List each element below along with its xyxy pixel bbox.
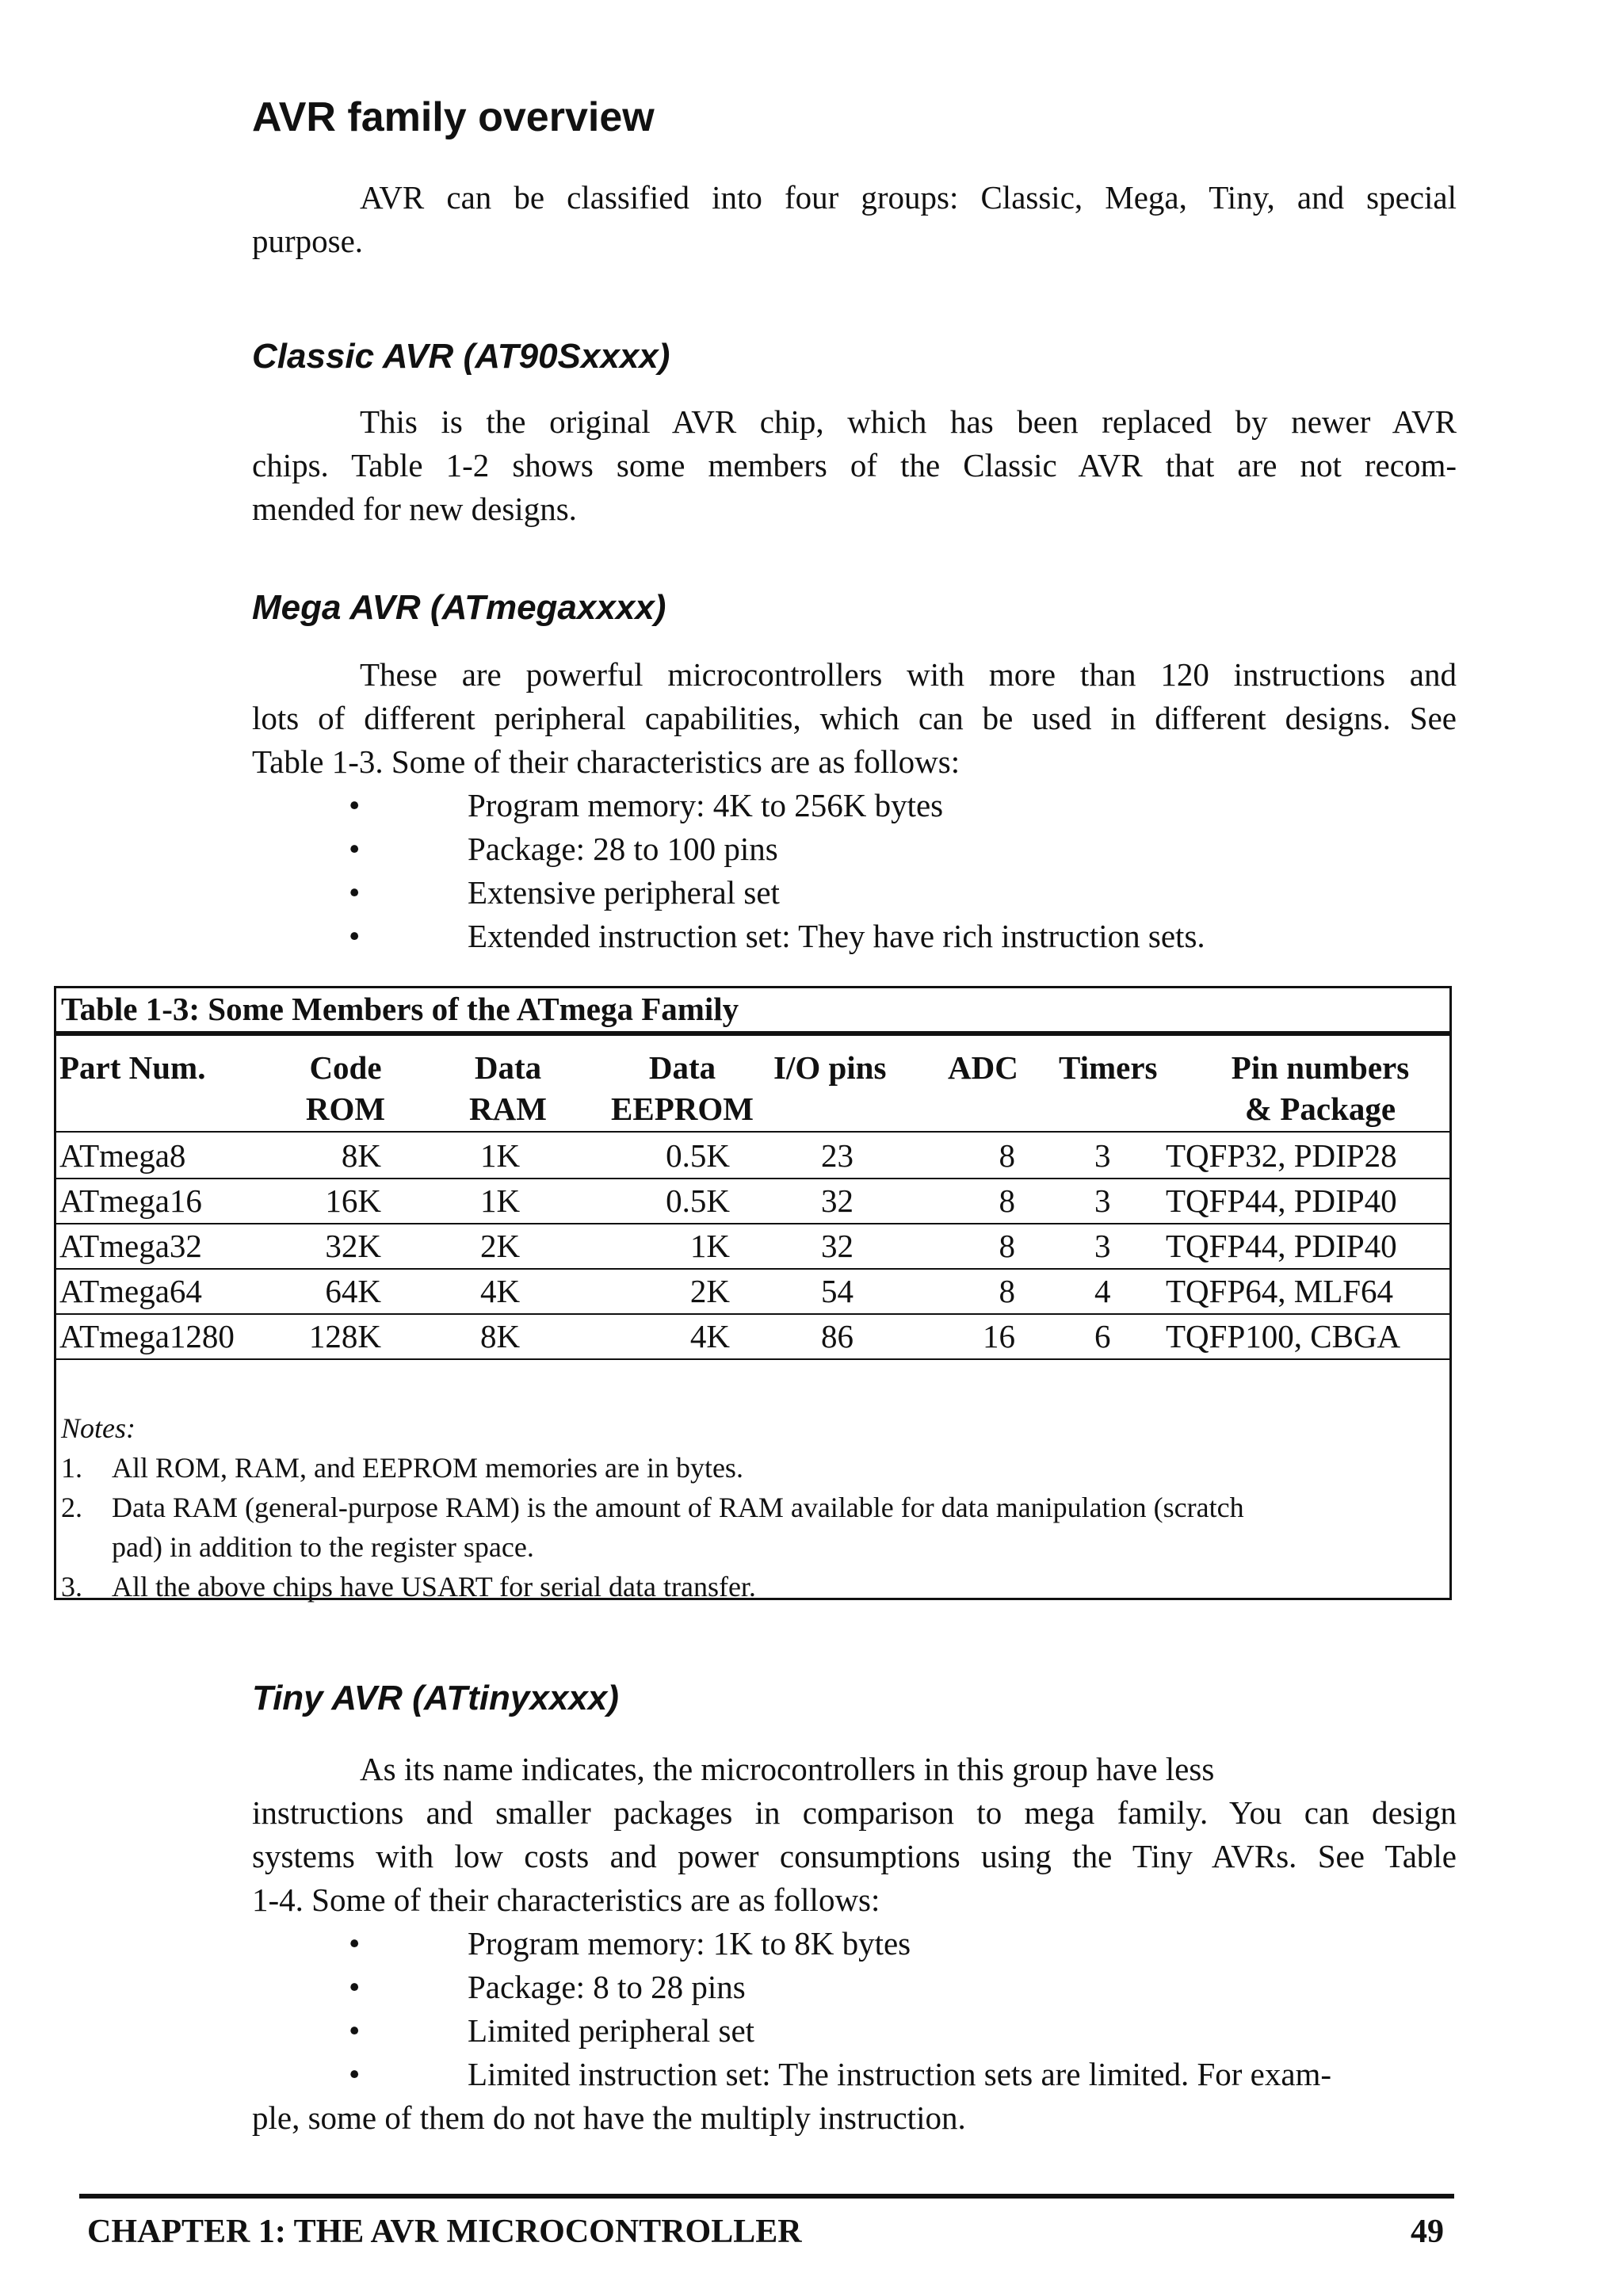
cell-part: ATmega8 xyxy=(59,1137,186,1174)
cell-adc: 16 xyxy=(983,1318,1015,1354)
cell-eeprom: 0.5K xyxy=(666,1182,730,1219)
intro-paragraph xyxy=(252,176,1457,263)
cell-eeprom: 2K xyxy=(689,1273,730,1309)
mega-line-3: Table 1-3. Some of their characteristics are as follows: xyxy=(252,743,960,780)
list-item: • Limited instruction set: The instruction sets are limited. For exam- xyxy=(252,2053,1457,2096)
mega-heading: Mega AVR (ATmegaxxxx) xyxy=(252,588,666,627)
cell-adc: 8 xyxy=(999,1228,1015,1264)
tiny-last-line xyxy=(252,2096,1457,2140)
cell-rom: 8K xyxy=(341,1137,381,1174)
tiny-line-2: instructions and smaller packages in comparison to mega family. You can design xyxy=(252,1794,1457,1831)
tiny-line-3: systems with low costs and power consumptions using the Tiny AVRs. See Table xyxy=(252,1838,1457,1874)
cell-io: 23 xyxy=(821,1137,854,1174)
cell-package: TQFP64, MLF64 xyxy=(1166,1273,1394,1309)
list-item: • Program memory: 1K to 8K bytes xyxy=(252,1922,1457,1966)
list-item: • Extensive peripheral set xyxy=(252,871,1457,915)
cell-rom: 16K xyxy=(325,1182,381,1219)
list-item: • Package: 28 to 100 pins xyxy=(252,827,1457,871)
note-3: 3. All the above chips have USART for serial data transfer. xyxy=(61,1571,756,1603)
cell-ram: 1K xyxy=(480,1137,521,1174)
cell-ram: 8K xyxy=(480,1318,521,1354)
header-data-eeprom: Data EEPROM xyxy=(611,1049,754,1127)
cell-timers: 4 xyxy=(1094,1273,1111,1309)
tiny-line-5: ple, some of them do not have the multiply instruction. xyxy=(252,2099,966,2136)
list-item: • Limited peripheral set xyxy=(252,2009,1457,2053)
table-header xyxy=(56,1047,1449,1133)
mega-line-2: lots of different peripheral capabilities, which can be used in different designs. See xyxy=(252,700,1457,736)
tiny-bullet-list xyxy=(252,1922,1457,2096)
bullet-icon: • xyxy=(349,1969,361,2005)
table-row xyxy=(56,1179,1449,1224)
cell-package: TQFP44, PDIP40 xyxy=(1166,1228,1397,1264)
cell-part: ATmega64 xyxy=(59,1273,202,1309)
table-row xyxy=(56,1315,1449,1360)
header-adc: ADC xyxy=(948,1049,1018,1086)
cell-package: TQFP100, CBGA xyxy=(1166,1318,1401,1354)
tiny-line-1: As its name indicates, the microcontrollers in this group have less xyxy=(360,1751,1215,1787)
tiny-paragraph xyxy=(252,1748,1457,1922)
classic-line-1: This is the original AVR chip, which has been replaced by newer AVR xyxy=(360,403,1457,440)
cell-ram: 1K xyxy=(480,1182,521,1219)
cell-timers: 6 xyxy=(1094,1318,1111,1354)
cell-part: ATmega32 xyxy=(59,1228,202,1264)
cell-adc: 8 xyxy=(999,1137,1015,1174)
table-row xyxy=(56,1224,1449,1270)
page-heading: AVR family overview xyxy=(252,94,655,140)
cell-timers: 3 xyxy=(1094,1228,1111,1264)
note-1: 1. All ROM, RAM, and EEPROM memories are in bytes. xyxy=(61,1452,743,1484)
cell-rom: 64K xyxy=(325,1273,381,1309)
cell-eeprom: 0.5K xyxy=(666,1137,730,1174)
cell-io: 54 xyxy=(821,1273,854,1309)
cell-io: 32 xyxy=(821,1182,854,1219)
header-pin-package: Pin numbers & Package xyxy=(1231,1049,1410,1127)
table-notes xyxy=(61,1408,1448,1606)
cell-io: 86 xyxy=(821,1318,854,1354)
header-io-pins: I/O pins xyxy=(773,1049,887,1086)
cell-eeprom: 1K xyxy=(689,1228,730,1264)
header-timers: Timers xyxy=(1059,1049,1158,1086)
tiny-heading: Tiny AVR (ATtinyxxxx) xyxy=(252,1679,619,1717)
cell-part: ATmega1280 xyxy=(59,1318,235,1354)
table-caption: Table 1-3: Some Members of the ATmega Family xyxy=(61,991,739,1027)
bullet-icon: • xyxy=(349,831,361,867)
table-row xyxy=(56,1134,1449,1179)
classic-heading: Classic AVR (AT90Sxxxx) xyxy=(252,337,670,376)
cell-part: ATmega16 xyxy=(59,1182,202,1219)
page-number: 49 xyxy=(1411,2214,1444,2250)
footer-divider xyxy=(79,2194,1454,2199)
cell-adc: 8 xyxy=(999,1273,1015,1309)
header-divider xyxy=(56,1131,1449,1133)
mega-bullet-list xyxy=(252,784,1457,958)
list-item: • Package: 8 to 28 pins xyxy=(252,1966,1457,2009)
cell-eeprom: 4K xyxy=(689,1318,730,1354)
cell-rom: 32K xyxy=(325,1228,381,1264)
header-code-rom: Code ROM xyxy=(305,1049,386,1127)
classic-paragraph xyxy=(252,400,1457,531)
notes-title: Notes: xyxy=(61,1412,136,1444)
bullet-icon: • xyxy=(349,874,361,911)
classic-line-3: mended for new designs. xyxy=(252,491,577,527)
intro-line-1: AVR can be classified into four groups: Classic, Mega, Tiny, and special xyxy=(360,179,1457,216)
bullet-icon: • xyxy=(349,787,361,823)
bullet-icon: • xyxy=(349,2012,361,2049)
tiny-line-4: 1-4. Some of their characteristics are as follows: xyxy=(252,1881,880,1918)
table-body xyxy=(56,1134,1449,1360)
list-item: • Extended instruction set: They have rich instruction sets. xyxy=(252,915,1457,958)
atmega-table xyxy=(54,986,1452,1603)
cell-timers: 3 xyxy=(1094,1182,1111,1219)
bullet-icon: • xyxy=(349,2056,361,2092)
footer-chapter: CHAPTER 1: THE AVR MICROCONTROLLER xyxy=(87,2214,802,2250)
cell-package: TQFP44, PDIP40 xyxy=(1166,1182,1397,1219)
cell-ram: 4K xyxy=(480,1273,521,1309)
header-data-ram: Data RAM xyxy=(469,1049,547,1127)
cell-io: 32 xyxy=(821,1228,854,1264)
note-2: 2. Data RAM (general-purpose RAM) is the amount of RAM available for data manipulation (scratch pad) in addition to the register space. xyxy=(61,1492,1244,1563)
mega-paragraph xyxy=(252,653,1457,784)
caption-divider xyxy=(56,1031,1449,1036)
list-item: • Program memory: 4K to 256K bytes xyxy=(252,784,1457,827)
cell-timers: 3 xyxy=(1094,1137,1111,1174)
cell-package: TQFP32, PDIP28 xyxy=(1166,1137,1397,1174)
cell-adc: 8 xyxy=(999,1182,1015,1219)
cell-ram: 2K xyxy=(480,1228,521,1264)
bullet-icon: • xyxy=(349,1925,361,1962)
classic-line-2: chips. Table 1-2 shows some members of the Classic AVR that are not recom- xyxy=(252,447,1457,483)
bullet-icon: • xyxy=(349,918,361,954)
table-row xyxy=(56,1270,1449,1315)
mega-line-1: These are powerful microcontrollers with more than 120 instructions and xyxy=(360,656,1457,693)
cell-rom: 128K xyxy=(308,1318,381,1354)
intro-line-2: purpose. xyxy=(252,223,364,259)
header-part-num: Part Num. xyxy=(59,1049,206,1086)
